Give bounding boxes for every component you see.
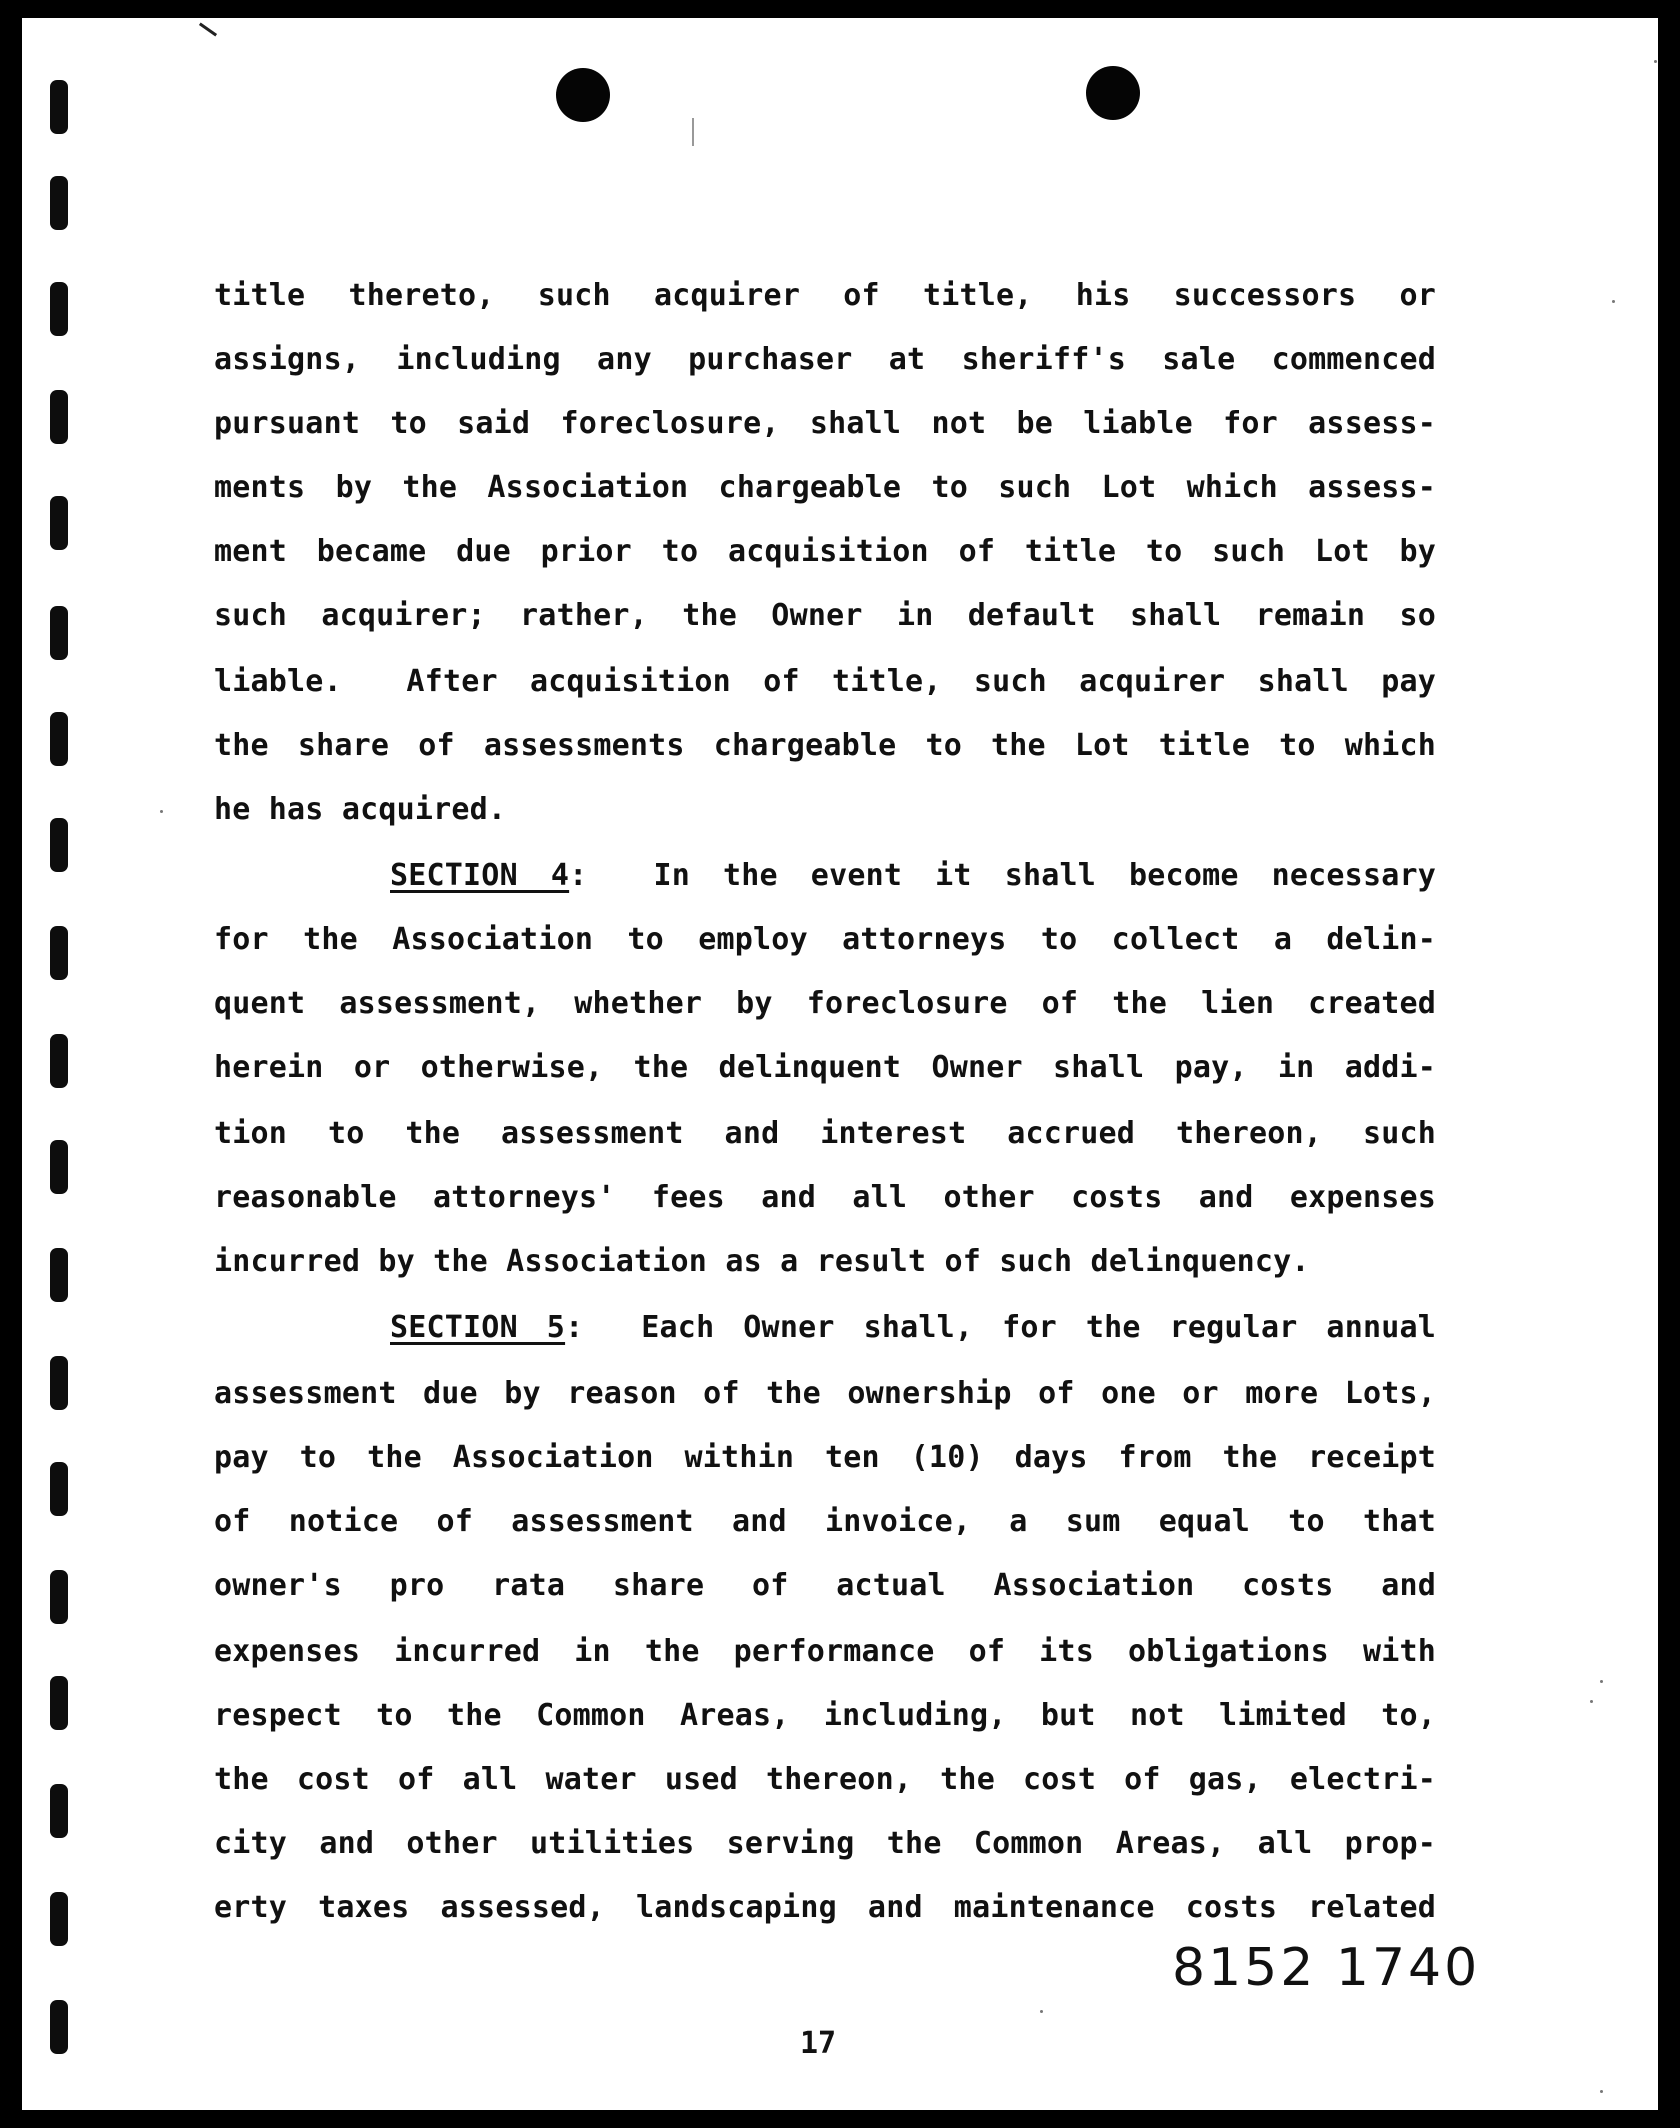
text-line: ments by the Association chargeable to such Lot which assess-: [214, 470, 1436, 505]
text-line: tion to the assessment and interest accrued thereon, such: [214, 1116, 1436, 1151]
margin-mark: [50, 282, 68, 336]
recording-number: 8152 1740: [1172, 1938, 1481, 1998]
text-line: pay to the Association within ten (10) days from the receipt: [214, 1440, 1436, 1475]
scan-speck: [1600, 1680, 1603, 1683]
text-line: he has acquired.: [214, 792, 507, 827]
margin-mark: [50, 1892, 68, 1946]
text-line: the cost of all water used thereon, the cost of gas, electri-: [214, 1762, 1436, 1797]
margin-mark: [50, 1356, 68, 1410]
text-line: [390, 858, 1436, 894]
margin-mark: [50, 1462, 68, 1516]
text-line: ment became due prior to acquisition of title to such Lot by: [214, 534, 1436, 569]
text-line: herein or otherwise, the delinquent Owner shall pay, in addi-: [214, 1050, 1436, 1085]
text-line: assigns, including any purchaser at sheriff's sale commenced: [214, 342, 1436, 377]
punch-hole-right: [1086, 66, 1140, 120]
margin-mark: [50, 1676, 68, 1730]
margin-mark: [50, 1248, 68, 1302]
margin-mark: [50, 390, 68, 444]
section-heading: SECTION 5: [390, 1310, 566, 1345]
margin-mark: [50, 496, 68, 550]
scan-speck: [1590, 1700, 1593, 1703]
margin-mark: [50, 606, 68, 660]
text-line: title thereto, such acquirer of title, his successors or: [214, 278, 1436, 313]
text-line: reasonable attorneys' fees and all other costs and expenses: [214, 1180, 1436, 1215]
scan-speck: [160, 810, 163, 813]
scan-speck: [1612, 300, 1615, 303]
text-line: expenses incurred in the performance of its obligations with: [214, 1634, 1436, 1669]
margin-mark: [50, 712, 68, 766]
text-line: city and other utilities serving the Common Areas, all prop-: [214, 1826, 1436, 1861]
margin-mark: [50, 1570, 68, 1624]
text-line: quent assessment, whether by foreclosure of the lien created: [214, 986, 1436, 1021]
punch-hole-left: [556, 68, 610, 122]
scan-speck: [1600, 2090, 1603, 2093]
text-line: pursuant to said foreclosure, shall not be liable for assess-: [214, 406, 1436, 441]
margin-mark: [50, 2000, 68, 2054]
text-line: for the Association to employ attorneys to collect a delin-: [214, 922, 1436, 957]
text-line: owner's pro rata share of actual Association costs and: [214, 1568, 1436, 1603]
text-line: liable. After acquisition of title, such acquirer shall pay: [214, 664, 1436, 699]
text-line: such acquirer; rather, the Owner in default shall remain so: [214, 598, 1436, 633]
margin-mark: [50, 176, 68, 230]
section-first-line: : In the event it shall become necessary: [569, 858, 1436, 893]
margin-mark: [50, 80, 68, 134]
text-line: [390, 1310, 1436, 1346]
scan-artifact: [692, 118, 694, 146]
page-number: 17: [800, 2026, 837, 2061]
section-first-line: : Each Owner shall, for the regular annual: [565, 1310, 1437, 1345]
scan-speck: [1654, 60, 1657, 63]
text-line: incurred by the Association as a result of such delinquency.: [214, 1244, 1310, 1279]
margin-mark: [50, 1784, 68, 1838]
section-heading: SECTION 4: [390, 858, 570, 893]
margin-mark: [50, 1034, 68, 1088]
text-line: assessment due by reason of the ownership of one or more Lots,: [214, 1376, 1436, 1411]
margin-mark: [50, 926, 68, 980]
scan-speck: [1040, 2010, 1043, 2013]
margin-mark: [50, 818, 68, 872]
text-line: of notice of assessment and invoice, a sum equal to that: [214, 1504, 1436, 1539]
text-line: respect to the Common Areas, including, but not limited to,: [214, 1698, 1436, 1733]
text-line: the share of assessments chargeable to the Lot title to which: [214, 728, 1436, 763]
text-line: erty taxes assessed, landscaping and maintenance costs related: [214, 1890, 1436, 1925]
margin-mark: [50, 1140, 68, 1194]
